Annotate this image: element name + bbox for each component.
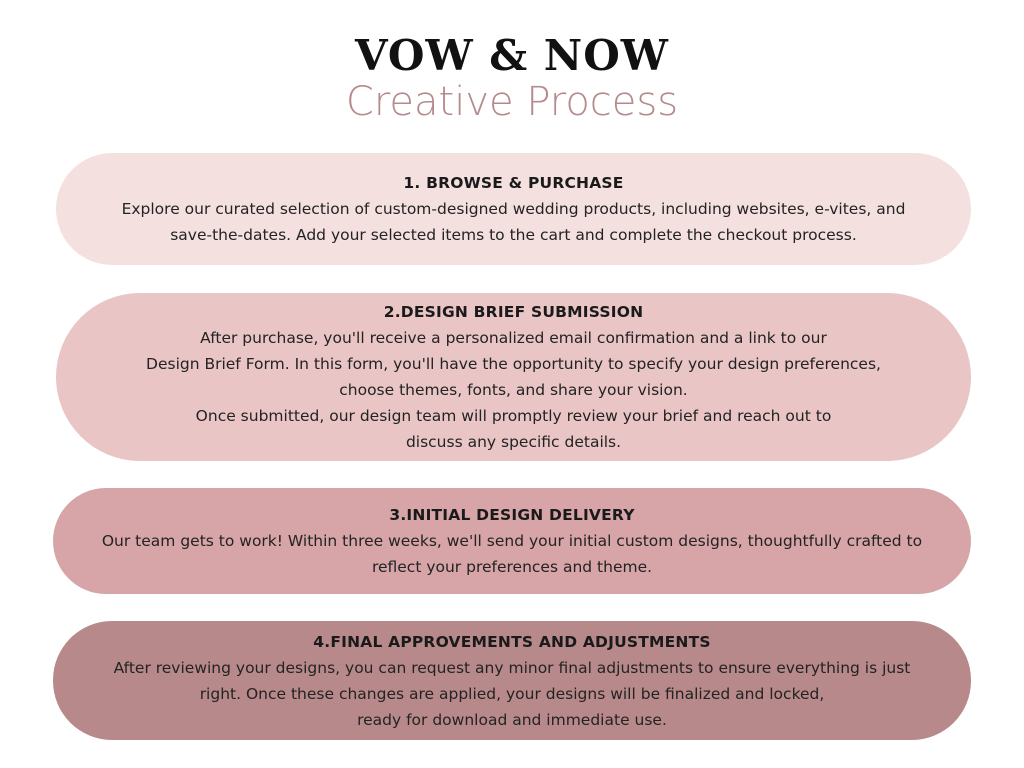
step-text-line: Design Brief Form. In this form, you'll have the opportunity to specify your design preferences, — [146, 355, 881, 373]
step-title: 3.INITIAL DESIGN DELIVERY — [389, 506, 635, 524]
step-text-line: After reviewing your designs, you can request any minor final adjustments to ensure everything is just — [113, 658, 911, 677]
step-text-line: discuss any specific details. — [405, 433, 622, 451]
step-text-line: ready for download and immediate use. — [357, 710, 667, 729]
step-card-design-brief — [56, 293, 971, 461]
step-text-line: Once submitted, our design team will promptly review your brief and reach out to — [195, 407, 832, 425]
step-card-browse-purchase — [56, 153, 971, 265]
step-text-line: After purchase, you'll receive a personalized email confirmation and a link to our — [200, 329, 827, 347]
step-title: 2.DESIGN BRIEF SUBMISSION — [383, 303, 644, 321]
step-title: 1. BROWSE & PURCHASE — [403, 174, 624, 192]
brand-title: VOW & NOW — [355, 31, 669, 80]
step-text-line: Our team gets to work! Within three weeks, we'll send your initial custom designs, thoughtfully crafted to — [101, 532, 923, 550]
step-card-final-approvements — [53, 621, 971, 740]
step-card-initial-design — [53, 488, 971, 594]
step-text-line: right. Once these changes are applied, your designs will be finalized and locked, — [199, 684, 825, 703]
page-subtitle: Creative Process — [345, 79, 679, 125]
step-title: 4.FINAL APPROVEMENTS AND ADJUSTMENTS — [313, 632, 711, 651]
step-text-line: choose themes, fonts, and share your vision. — [339, 381, 688, 399]
step-text-line: Explore our curated selection of custom-designed wedding products, including websites, e-vites, and — [121, 200, 906, 218]
step-text-line: reflect your preferences and theme. — [371, 558, 653, 576]
step-text-line: save-the-dates. Add your selected items to the cart and complete the checkout process. — [170, 226, 857, 244]
